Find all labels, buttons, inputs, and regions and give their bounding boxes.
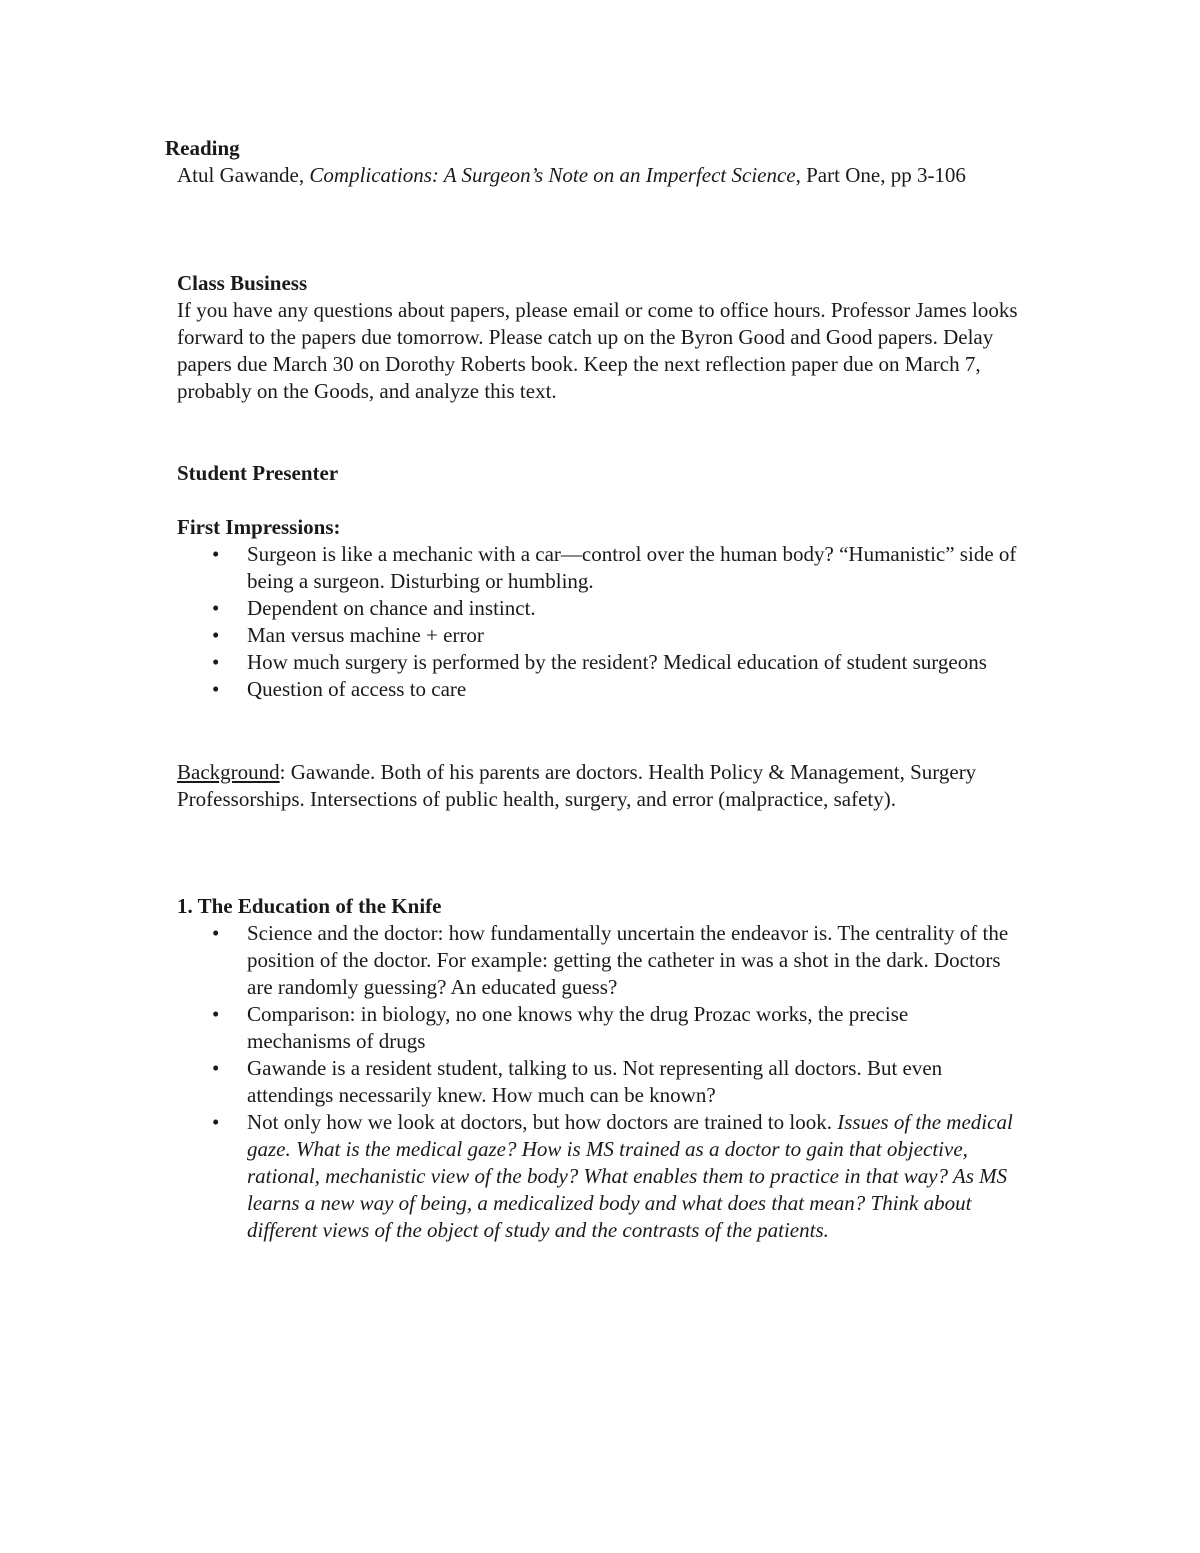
bullet-icon: • bbox=[212, 650, 220, 674]
list-item: • Question of access to care bbox=[212, 677, 467, 701]
bullet-icon: • bbox=[212, 1110, 220, 1134]
reading-citation bbox=[177, 162, 1017, 189]
reading-book-title: Complications: A Surgeon’s Note on an Imperfect Science bbox=[309, 163, 796, 187]
list-item: • Not only how we look at doctors, but how doctors are trained to look. Issues of the medical gaze. What is the medical gaze? How is MS trained as a doctor to gain that objective, rational, mechanistic view of the body? What enables them to practice in that way? As MS learns a new way of being, a medicalized body and what does that mean? Think about different views of the object of study and the contrasts of the patients. bbox=[212, 1110, 1013, 1242]
reading-author: Atul Gawande, bbox=[177, 163, 310, 187]
class-business-heading: Class Business bbox=[177, 271, 308, 295]
bullet-icon: • bbox=[212, 677, 220, 701]
class-business-text: If you have any questions about papers, please email or come to office hours. Professor James looks forward to the papers due tomorrow. Please catch up on the Byron Good and Good papers. Delay papers due March 30 on Dorothy Roberts book. Keep the next reflection paper due on March 7, probably on the Goods, and analyze this text. bbox=[177, 298, 1018, 403]
bullet-icon: • bbox=[212, 542, 220, 566]
first-impressions-list bbox=[177, 541, 1017, 703]
list-item: • Comparison: in biology, no one knows why the drug Prozac works, the precise mechanisms of drugs bbox=[212, 1002, 909, 1053]
medical-gaze-italic: Issues of the medical gaze. What is the medical gaze? How is MS trained as a doctor to gain that objective, rational, mechanistic view of the body? What enables them to practice in that way? As MS learns a new way of being, a medicalized body and what does that mean? Think about different views of the object of study and the contrasts of the patients. bbox=[247, 1110, 1013, 1242]
background-paragraph bbox=[177, 759, 1027, 813]
bullet-icon: • bbox=[212, 1056, 220, 1080]
bullet-icon: • bbox=[212, 921, 220, 945]
list-item: • Gawande is a resident student, talking to us. Not representing all doctors. But even attendings necessarily knew. How much can be known? bbox=[212, 1056, 943, 1107]
bullet-icon: • bbox=[212, 596, 220, 620]
reading-heading: Reading bbox=[165, 136, 240, 160]
reading-pages: , Part One, pp 3-106 bbox=[795, 163, 966, 187]
education-list bbox=[177, 920, 1017, 1244]
education-heading: 1. The Education of the Knife bbox=[177, 894, 442, 918]
background-text: : Gawande. Both of his parents are doctors. Health Policy & Management, Surgery Professorships. Intersections of public health, surgery, and error (malpractice, safety). bbox=[177, 760, 977, 811]
first-impressions-heading: First Impressions: bbox=[177, 515, 341, 539]
list-item: • How much surgery is performed by the resident? Medical education of student surgeons bbox=[212, 650, 987, 674]
list-item: • Surgeon is like a mechanic with a car—control over the human body? “Humanistic” side of being a surgeon. Disturbing or humbling. bbox=[212, 542, 1017, 593]
list-item: • Man versus machine + error bbox=[212, 623, 484, 647]
background-label: Background bbox=[177, 760, 280, 784]
list-item: • Dependent on chance and instinct. bbox=[212, 596, 536, 620]
list-item: • Science and the doctor: how fundamentally uncertain the endeavor is. The centrality of the position of the doctor. For example: getting the catheter in was a shot in the dark. Doctors are randomly guessing? An educated guess? bbox=[212, 921, 1009, 999]
bullet-icon: • bbox=[212, 623, 220, 647]
student-presenter-heading: Student Presenter bbox=[177, 461, 339, 485]
bullet-icon: • bbox=[212, 1002, 220, 1026]
